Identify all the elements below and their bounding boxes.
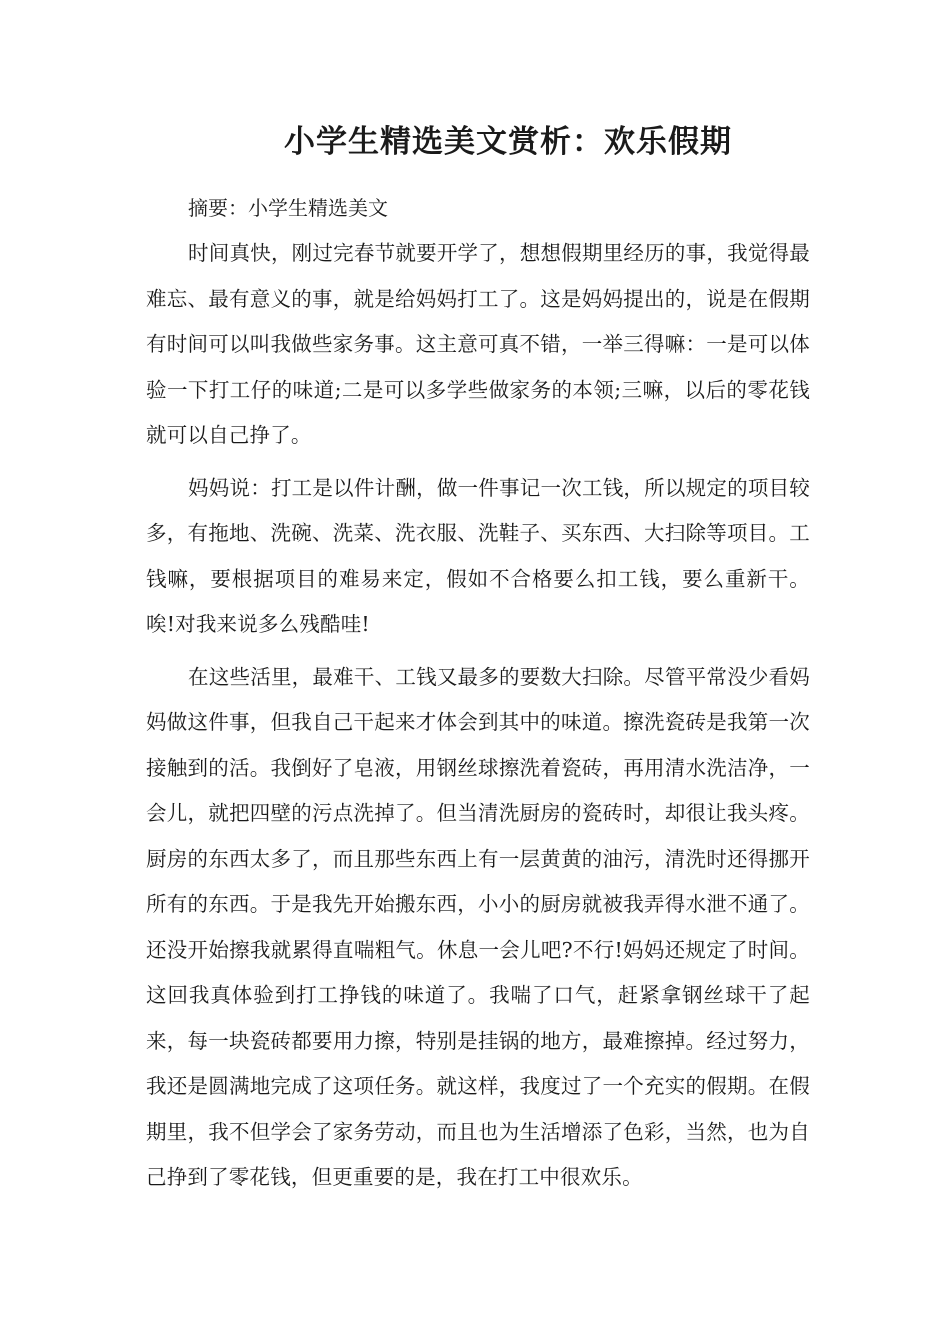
paragraph-1: 时间真快，刚过完春节就要开学了，想想假期里经历的事，我觉得最难忘、最有意义的事，就是给妈妈打工了。这是妈妈提出的，说是在假期有时间可以叫我做些家务事。这主意可真不错，一举三得嘛：一是可以体验一下打工仔的味道;二是可以多学些做家务的本领;三嘛，以后的零花钱就可以自己挣了。 xyxy=(146,241,810,447)
document-title: 小学生精选美文赏析：欢乐假期 xyxy=(284,124,732,160)
document-abstract: 摘要：小学生精选美文 xyxy=(188,196,388,220)
paragraph-3: 在这些活里，最难干、工钱又最多的要数大扫除。尽管平常没少看妈妈做这件事，但我自己干起来才体会到其中的味道。擦洗瓷砖是我第一次接触到的活。我倒好了皂液，用钢丝球擦洗着瓷砖，再用清水洗洁净，一会儿，就把四壁的污点洗掉了。但当清洗厨房的瓷砖时，却很让我头疼。厨房的东西太多了，而且那些东西上有一层黄黄的油污，清洗时还得挪开所有的东西。于是我先开始搬东西，小小的厨房就被我弄得水泄不通了。还没开始擦我就累得直喘粗气。休息一会儿吧?不行!妈妈还规定了时间。这回我真体验到打工挣钱的味道了。我喘了口气，赶紧拿钢丝球干了起来，每一块瓷砖都要用力擦，特别是挂锅的地方，最难擦掉。经过努力，我还是圆满地完成了这项任务。就这样，我度过了一个充实的假期。在假期里，我不但学会了家务劳动，而且也为生活增添了色彩，当然，也为自己挣到了零花钱，但更重要的是，我在打工中很欢乐。 xyxy=(146,664,810,1189)
paragraph-2: 妈妈说：打工是以件计酬，做一件事记一次工钱，所以规定的项目较多，有拖地、洗碗、洗菜、洗衣服、洗鞋子、买东西、大扫除等项目。工钱嘛，要根据项目的难易来定，假如不合格要么扣工钱，要么重新干。唉!对我来说多么残酷哇! xyxy=(146,475,810,636)
